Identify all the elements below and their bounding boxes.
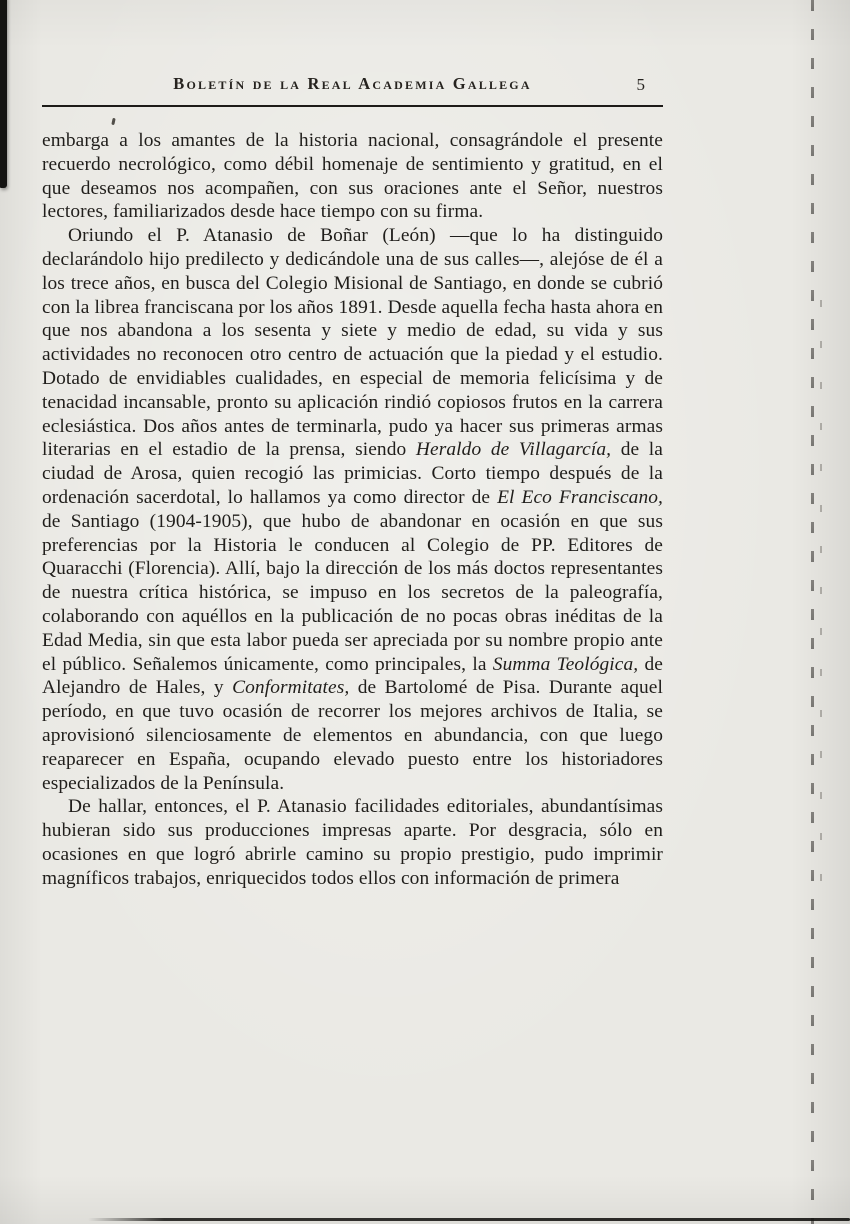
text-run: de la ciudad de Arosa, quien recogió las primicias. Corto tiempo después de la ordenación sacerdotal, lo hallamos ya como director de xyxy=(42,439,663,508)
page-header xyxy=(42,74,663,100)
text-run: Oriundo el P. Atanasio de Boñar (León) —que lo ha distinguido declarándolo hijo predilecto y dedicándole una de sus calles—, alejóse de él a los trece años, en busca del Colegio Misional de Santiago, en donde se cubrió con la librea franciscana por los años 1891. Desde aquella fecha hasta ahora en que nos abandona a los sesenta y siete y medio de edad, su vida y sus actividades no reconocen otro centro de actuación que la piedad y el estudio. Dotado de envidiables cualidades, en especial de memoria felicísima y de tenacidad incansable, pronto su aplicación rindió copiosos frutos en la carrera eclesiástica. Dos años antes de terminarla, pudo ya hacer sus primeras armas literarias en el estadio de la prensa, siendo xyxy=(42,225,663,461)
scan-edge-artifact-bottom xyxy=(88,1218,850,1221)
scan-edge-artifact-right xyxy=(811,0,814,1224)
printed-area xyxy=(42,74,663,891)
text-run: de Santiago (1904-1905), que hubo de abandonar en ocasión en que sus preferencias por la Historia le conducen al Colegio de PP. Editores de Quaracchi (Florencia). Allí, bajo la dirección de los más doctos representantes de nuestra crítica histórica, se impuso en los secretos de la paleografía, colaborando con aquéllos en la publicación de no pocas obras inéditas de la Edad Media, sin que esta labor pueda ser apreciada por su nombre propio ante el público. Señalemos únicamente, como principales, la xyxy=(42,510,663,675)
italic-run: El Eco Franciscano, xyxy=(497,486,663,508)
header-rule xyxy=(42,105,663,107)
page-body xyxy=(42,129,663,891)
text-run: embarga a los amantes de la historia nacional, consagrándole el presente recuerdo necrológico, como débil homenaje de sentimiento y gratitud, en el que deseamos nos acompañen, con sus oraciones ante el Señor, nuestros lectores, familiarizados desde hace tiempo con su firma. xyxy=(42,130,663,223)
italic-run: Summa Teológica, xyxy=(492,653,639,675)
paragraph xyxy=(42,224,663,795)
scan-edge-artifact-right-faint xyxy=(820,300,822,900)
journal-title: Boletín de la Real Academia Gallega xyxy=(173,74,532,93)
paragraph xyxy=(42,129,663,224)
scan-edge-artifact-left xyxy=(0,0,7,188)
page-number: 5 xyxy=(636,75,645,94)
text-run: de Bartolomé de Pisa. Durante aquel período, en que tuvo ocasión de recorrer los mejores archivos de Italia, se aprovisionó silenciosamente de elementos en abundancia, con que luego reaparecer en España, ocupando elevado puesto entre los historiadores especializados de la Península. xyxy=(42,677,663,794)
italic-run: Heraldo de Villagarcía, xyxy=(415,439,612,461)
text-run: de Alejandro de Hales, y xyxy=(42,653,664,699)
italic-run: Conformitates, xyxy=(232,677,350,699)
text-run: De hallar, entonces, el P. Atanasio facilidades editoriales, abundantísimas hubieran sido sus producciones impresas aparte. Por desgracia, sólo en ocasiones en que logró abrirle camino su propio prestigio, pudo imprimir magníficos trabajos, enriquecidos todos ellos con información de primera xyxy=(42,796,663,889)
paragraph xyxy=(42,795,663,890)
